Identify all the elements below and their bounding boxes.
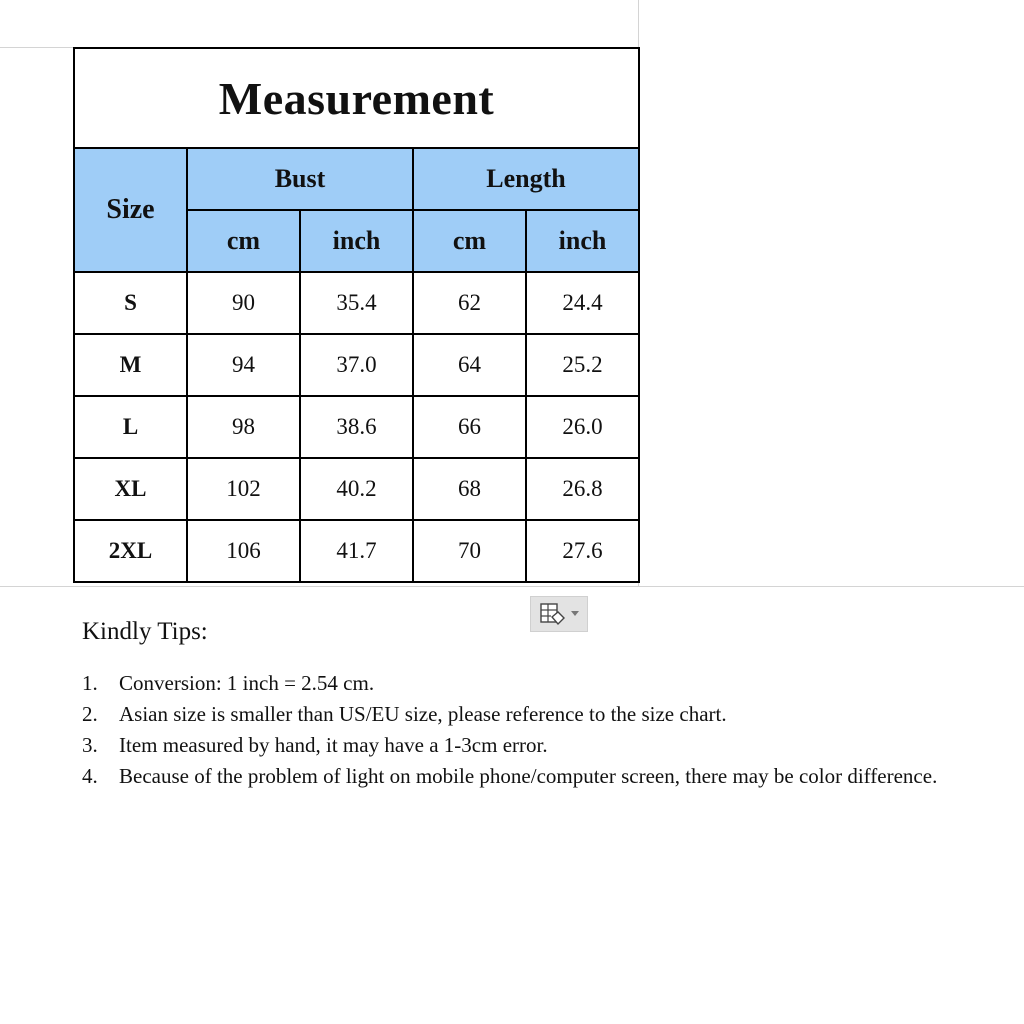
list-item <box>82 668 952 699</box>
bust-inch-cell: 38.6 <box>300 396 413 458</box>
bust-inch-cell: 35.4 <box>300 272 413 334</box>
length-inch-cell: 26.0 <box>526 396 639 458</box>
table-header-row <box>74 148 639 210</box>
chevron-down-icon <box>571 611 579 617</box>
list-item-text: Item measured by hand, it may have a 1-3cm error. <box>119 733 548 757</box>
length-cm-cell: 70 <box>413 520 526 582</box>
bust-cm-cell: 102 <box>187 458 300 520</box>
length-inch-cell: 24.4 <box>526 272 639 334</box>
size-cell: M <box>74 334 187 396</box>
bust-inch-cell: 40.2 <box>300 458 413 520</box>
list-item-number: 1. <box>82 671 98 695</box>
table-row <box>74 272 639 334</box>
size-cell: S <box>74 272 187 334</box>
length-inch-cell: 25.2 <box>526 334 639 396</box>
list-item-text: Conversion: 1 inch = 2.54 cm. <box>119 671 375 695</box>
table-row <box>74 520 639 582</box>
list-item <box>82 730 952 761</box>
bust-group-header: Bust <box>187 148 413 210</box>
length-cm-cell: 68 <box>413 458 526 520</box>
table-title-row <box>74 48 639 148</box>
list-item-number: 2. <box>82 702 98 726</box>
unit-header: cm <box>413 210 526 272</box>
table-row <box>74 396 639 458</box>
length-inch-cell: 27.6 <box>526 520 639 582</box>
table-title: Measurement <box>74 48 639 148</box>
list-item <box>82 699 952 730</box>
length-group-header: Length <box>413 148 639 210</box>
bust-inch-cell: 41.7 <box>300 520 413 582</box>
tips-heading: Kindly Tips: <box>82 618 208 645</box>
size-column-header: Size <box>74 148 187 272</box>
size-cell: XL <box>74 458 187 520</box>
page-guide-bottom <box>0 586 1024 587</box>
list-item-number: 3. <box>82 733 98 757</box>
length-inch-cell: 26.8 <box>526 458 639 520</box>
paste-options-icon <box>539 602 567 626</box>
list-item <box>82 761 952 792</box>
length-cm-cell: 66 <box>413 396 526 458</box>
table-row <box>74 458 639 520</box>
tips-list <box>82 668 952 792</box>
length-cm-cell: 64 <box>413 334 526 396</box>
bust-cm-cell: 94 <box>187 334 300 396</box>
list-item-text: Because of the problem of light on mobile phone/computer screen, there may be color difference. <box>119 764 938 788</box>
list-item-text: Asian size is smaller than US/EU size, please reference to the size chart. <box>119 702 727 726</box>
unit-header: inch <box>526 210 639 272</box>
bust-inch-cell: 37.0 <box>300 334 413 396</box>
unit-header: cm <box>187 210 300 272</box>
size-chart-table <box>73 47 640 583</box>
bust-cm-cell: 98 <box>187 396 300 458</box>
length-cm-cell: 62 <box>413 272 526 334</box>
size-cell: L <box>74 396 187 458</box>
table-row <box>74 334 639 396</box>
unit-header: inch <box>300 210 413 272</box>
list-item-number: 4. <box>82 764 98 788</box>
bust-cm-cell: 90 <box>187 272 300 334</box>
size-cell: 2XL <box>74 520 187 582</box>
paste-options-button[interactable] <box>530 596 588 632</box>
bust-cm-cell: 106 <box>187 520 300 582</box>
